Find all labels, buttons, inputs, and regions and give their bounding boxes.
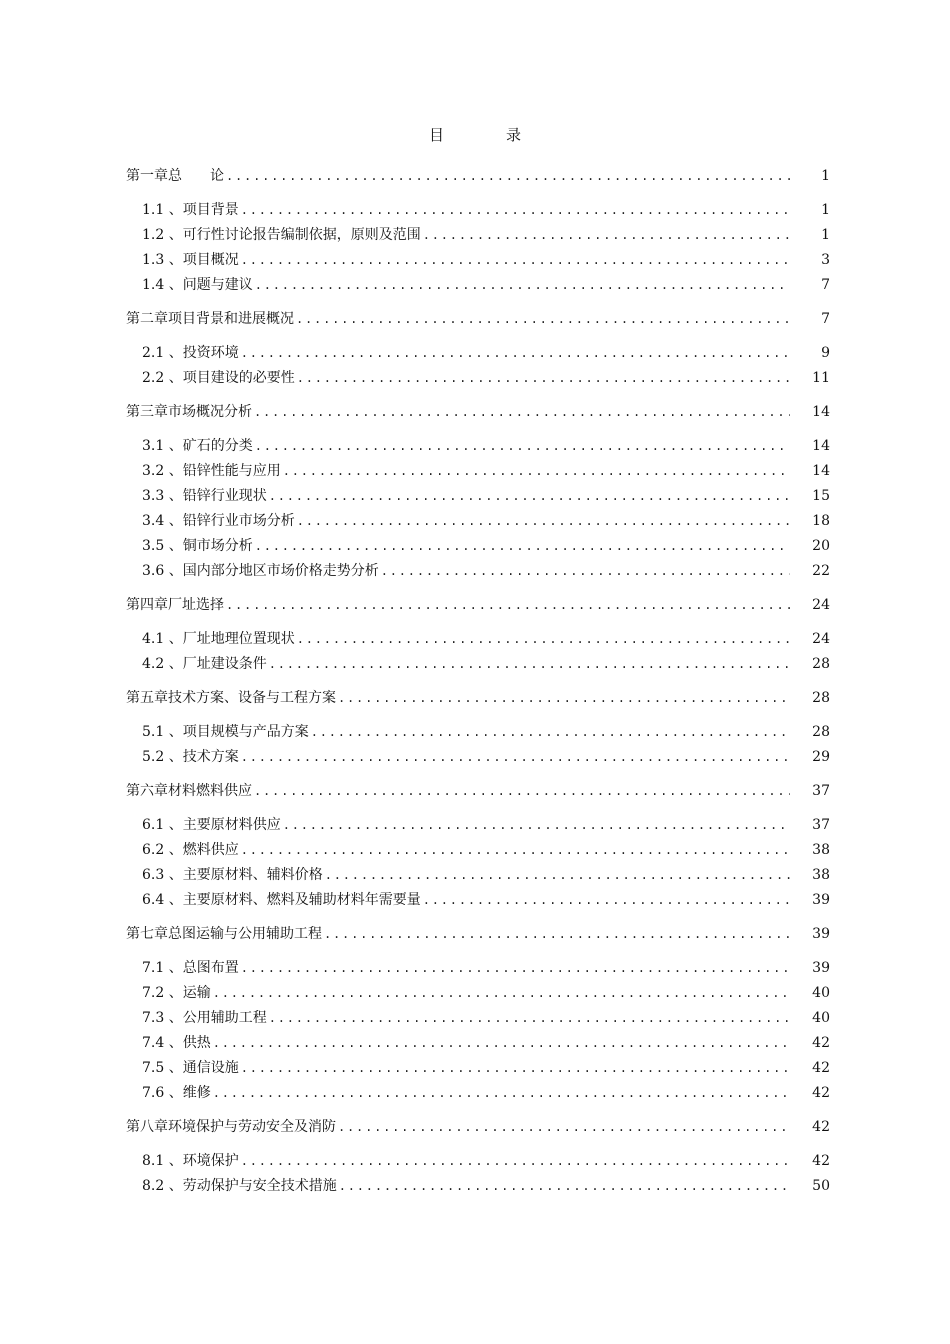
toc-chapter-entry[interactable]	[126, 303, 830, 328]
toc-entry-number: 1.2 、	[142, 227, 183, 243]
toc-entry-title: 总图布置	[182, 960, 239, 976]
toc-entry-title: 项目建设的必要性	[182, 370, 295, 386]
toc-entry-number: 7.5 、	[142, 1060, 183, 1076]
toc-section-entry[interactable]	[126, 269, 830, 294]
toc-entry-page-number: 42	[812, 1119, 830, 1135]
toc-dot-leader	[325, 866, 790, 884]
toc-dot-leader	[311, 723, 790, 741]
toc-entry-number: 3.5 、	[142, 538, 183, 554]
toc-entry-number: 5.1 、	[142, 724, 183, 740]
toc-dot-leader	[269, 1009, 790, 1027]
toc-section-entry[interactable]	[126, 1052, 830, 1077]
toc-chapter-entry[interactable]	[126, 396, 830, 421]
toc-entry-number: 3.6 、	[142, 563, 183, 579]
toc-entry-number: 7.6 、	[142, 1085, 183, 1101]
toc-entry-page-number: 1	[821, 202, 830, 218]
toc-entry-number: 1.4 、	[142, 277, 183, 293]
toc-section-entry[interactable]	[126, 505, 830, 530]
toc-section-entry[interactable]	[126, 834, 830, 859]
toc-dot-leader	[254, 782, 790, 800]
toc-dot-leader	[338, 1118, 790, 1136]
toc-dot-leader	[283, 462, 790, 480]
toc-entry-title: 供热	[182, 1035, 211, 1051]
toc-section-entry[interactable]	[126, 1002, 830, 1027]
toc-entry-number: 第六章	[126, 783, 168, 799]
toc-entry-number: 2.1 、	[142, 345, 183, 361]
toc-section-entry[interactable]	[126, 859, 830, 884]
toc-entry-title: 主要原材料、燃料及辅助材料年需要量	[182, 892, 421, 908]
toc-dot-leader	[423, 891, 790, 909]
toc-entry-page-number: 24	[812, 631, 830, 647]
toc-entry-title: 项目规模与产品方案	[182, 724, 309, 740]
toc-entry-page-number: 39	[812, 926, 830, 942]
toc-section-entry[interactable]	[126, 244, 830, 269]
toc-heading	[0, 124, 950, 145]
toc-chapter-entry[interactable]	[126, 775, 830, 800]
toc-dot-leader	[255, 276, 790, 294]
toc-chapter-entry[interactable]	[126, 160, 830, 185]
toc-entry-title: 通信设施	[182, 1060, 239, 1076]
toc-entry-title: 铅锌行业市场分析	[182, 513, 295, 529]
toc-entry-title: 厂址建设条件	[182, 656, 267, 672]
toc-entry-page-number: 42	[812, 1085, 830, 1101]
toc-dot-leader	[269, 655, 790, 673]
toc-entry-title: 主要原材料、辅料价格	[182, 867, 323, 883]
toc-chapter-entry[interactable]	[126, 1111, 830, 1136]
toc-entry-number: 4.1 、	[142, 631, 183, 647]
toc-dot-leader	[213, 1084, 790, 1102]
toc-dot-leader	[283, 816, 790, 834]
toc-section-entry[interactable]	[126, 1077, 830, 1102]
toc-entry-title: 技术方案	[182, 749, 239, 765]
toc-section-entry[interactable]	[126, 530, 830, 555]
toc-entry-number: 4.2 、	[142, 656, 183, 672]
toc-section-entry[interactable]	[126, 1145, 830, 1170]
toc-entry-page-number: 39	[812, 892, 830, 908]
toc-dot-leader	[241, 748, 790, 766]
toc-dot-leader	[241, 1059, 790, 1077]
toc-entry-page-number: 29	[812, 749, 830, 765]
toc-entry-page-number: 38	[812, 842, 830, 858]
toc-entry-number: 5.2 、	[142, 749, 183, 765]
toc-entry-page-number: 1	[821, 168, 830, 184]
toc-entry-number: 7.4 、	[142, 1035, 183, 1051]
toc-dot-leader	[338, 689, 790, 707]
toc-entry-number: 3.3 、	[142, 488, 183, 504]
toc-entry-page-number: 18	[812, 513, 830, 529]
toc-entry-number: 8.2 、	[142, 1178, 183, 1194]
toc-entry-title: 国内部分地区市场价格走势分析	[182, 563, 379, 579]
toc-entry-title: 总图运输与公用辅助工程	[168, 926, 322, 942]
toc-entry-page-number: 7	[821, 277, 830, 293]
toc-chapter-entry[interactable]	[126, 918, 830, 943]
toc-dot-leader	[423, 226, 790, 244]
toc-entry-title: 市场概况分析	[168, 404, 252, 420]
toc-dot-leader	[241, 841, 790, 859]
toc-entry-title: 材料燃料供应	[168, 783, 252, 799]
toc-entry-title: 总 论	[168, 168, 224, 184]
toc-entry-number: 7.1 、	[142, 960, 183, 976]
toc-dot-leader	[254, 403, 790, 421]
toc-entry-title: 投资环境	[182, 345, 239, 361]
toc-entry-page-number: 20	[812, 538, 830, 554]
toc-dot-leader	[255, 537, 790, 555]
toc-dot-leader	[269, 487, 790, 505]
toc-entry-title: 运输	[182, 985, 211, 1001]
toc-entry-page-number: 28	[812, 724, 830, 740]
toc-entry-page-number: 50	[812, 1178, 830, 1194]
toc-heading-left: 目	[428, 126, 444, 144]
toc-entry-page-number: 40	[812, 1010, 830, 1026]
toc-chapter-entry[interactable]	[126, 589, 830, 614]
toc-entry-title: 项目概况	[182, 252, 239, 268]
toc-entry-number: 6.4 、	[142, 892, 183, 908]
toc-entry-page-number: 3	[821, 252, 830, 268]
toc-entry-number: 6.3 、	[142, 867, 183, 883]
toc-section-entry[interactable]	[126, 194, 830, 219]
toc-entry-number: 第三章	[126, 404, 168, 420]
toc-entry-number: 3.4 、	[142, 513, 183, 529]
toc-entry-number: 1.3 、	[142, 252, 183, 268]
toc-entry-page-number: 42	[812, 1035, 830, 1051]
toc-entry-title: 技术方案、设备与工程方案	[168, 690, 336, 706]
toc-entry-number: 2.2 、	[142, 370, 183, 386]
toc-entry-number: 第八章	[126, 1119, 168, 1135]
toc-entry-page-number: 37	[812, 783, 830, 799]
table-of-contents	[126, 160, 830, 1195]
toc-entry-page-number: 14	[812, 438, 830, 454]
toc-dot-leader	[297, 630, 790, 648]
toc-dot-leader	[255, 437, 790, 455]
toc-entry-number: 第五章	[126, 690, 168, 706]
toc-dot-leader	[339, 1177, 790, 1195]
toc-entry-page-number: 14	[812, 404, 830, 420]
toc-section-entry[interactable]	[126, 219, 830, 244]
toc-dot-leader	[213, 984, 790, 1002]
toc-section-entry[interactable]	[126, 362, 830, 387]
toc-dot-leader	[381, 562, 790, 580]
toc-entry-page-number: 38	[812, 867, 830, 883]
toc-entry-page-number: 40	[812, 985, 830, 1001]
toc-entry-number: 7.2 、	[142, 985, 183, 1001]
toc-entry-title: 劳动保护与安全技术措施	[182, 1178, 337, 1194]
toc-section-entry[interactable]	[126, 430, 830, 455]
toc-entry-title: 项目背景	[182, 202, 239, 218]
toc-entry-number: 第四章	[126, 597, 168, 613]
toc-entry-page-number: 28	[812, 656, 830, 672]
toc-entry-number: 第一章	[126, 168, 168, 184]
toc-entry-page-number: 11	[812, 370, 830, 386]
toc-entry-title: 铜市场分析	[182, 538, 253, 554]
toc-section-entry[interactable]	[126, 952, 830, 977]
toc-section-entry[interactable]	[126, 1027, 830, 1052]
toc-entry-page-number: 24	[812, 597, 830, 613]
toc-dot-leader	[241, 251, 790, 269]
toc-section-entry[interactable]	[126, 648, 830, 673]
toc-entry-title: 环境保护	[182, 1153, 239, 1169]
toc-entry-page-number: 7	[821, 311, 830, 327]
toc-dot-leader	[226, 596, 790, 614]
toc-entry-number: 第七章	[126, 926, 168, 942]
toc-entry-title: 铅锌行业现状	[182, 488, 267, 504]
toc-entry-number: 7.3 、	[142, 1010, 183, 1026]
toc-entry-page-number: 42	[812, 1153, 830, 1169]
toc-entry-page-number: 1	[821, 227, 830, 243]
toc-entry-number: 6.1 、	[142, 817, 183, 833]
toc-entry-title: 环境保护与劳动安全及消防	[168, 1119, 336, 1135]
toc-entry-title: 项目背景和进展概况	[168, 311, 294, 327]
toc-section-entry[interactable]	[126, 1170, 830, 1195]
toc-dot-leader	[297, 369, 790, 387]
toc-entry-number: 1.1 、	[142, 202, 183, 218]
toc-entry-page-number: 37	[812, 817, 830, 833]
toc-dot-leader	[241, 959, 790, 977]
toc-entry-page-number: 14	[812, 463, 830, 479]
toc-section-entry[interactable]	[126, 555, 830, 580]
toc-entry-title: 可行性讨论报告编制依据，原则及范围	[182, 227, 421, 243]
toc-section-entry[interactable]	[126, 977, 830, 1002]
toc-entry-title: 燃料供应	[182, 842, 239, 858]
toc-heading-right: 录	[506, 126, 522, 144]
toc-chapter-entry[interactable]	[126, 682, 830, 707]
toc-entry-number: 6.2 、	[142, 842, 183, 858]
toc-section-entry[interactable]	[126, 480, 830, 505]
toc-entry-title: 厂址选择	[168, 597, 224, 613]
toc-entry-page-number: 9	[821, 345, 830, 361]
toc-dot-leader	[324, 925, 790, 943]
toc-entry-title: 维修	[182, 1085, 211, 1101]
toc-dot-leader	[213, 1034, 790, 1052]
toc-entry-number: 3.2 、	[142, 463, 183, 479]
toc-entry-page-number: 28	[812, 690, 830, 706]
toc-section-entry[interactable]	[126, 809, 830, 834]
toc-section-entry[interactable]	[126, 455, 830, 480]
toc-entry-title: 公用辅助工程	[182, 1010, 267, 1026]
toc-entry-number: 第二章	[126, 311, 168, 327]
toc-entry-number: 3.1 、	[142, 438, 183, 454]
toc-entry-title: 矿石的分类	[182, 438, 253, 454]
toc-dot-leader	[241, 344, 790, 362]
toc-dot-leader	[241, 1152, 790, 1170]
toc-section-entry[interactable]	[126, 716, 830, 741]
toc-entry-page-number: 15	[812, 488, 830, 504]
toc-section-entry[interactable]	[126, 337, 830, 362]
toc-entry-title: 铅锌性能与应用	[182, 463, 281, 479]
toc-entry-title: 厂址地理位置现状	[182, 631, 295, 647]
toc-section-entry[interactable]	[126, 623, 830, 648]
toc-entry-page-number: 22	[812, 563, 830, 579]
toc-section-entry[interactable]	[126, 741, 830, 766]
toc-dot-leader	[297, 512, 790, 530]
toc-entry-title: 问题与建议	[182, 277, 253, 293]
toc-entry-number: 8.1 、	[142, 1153, 183, 1169]
toc-entry-title: 主要原材料供应	[182, 817, 281, 833]
toc-dot-leader	[226, 167, 790, 185]
toc-entry-page-number: 39	[812, 960, 830, 976]
toc-dot-leader	[241, 201, 790, 219]
toc-dot-leader	[296, 310, 790, 328]
toc-entry-page-number: 42	[812, 1060, 830, 1076]
toc-section-entry[interactable]	[126, 884, 830, 909]
